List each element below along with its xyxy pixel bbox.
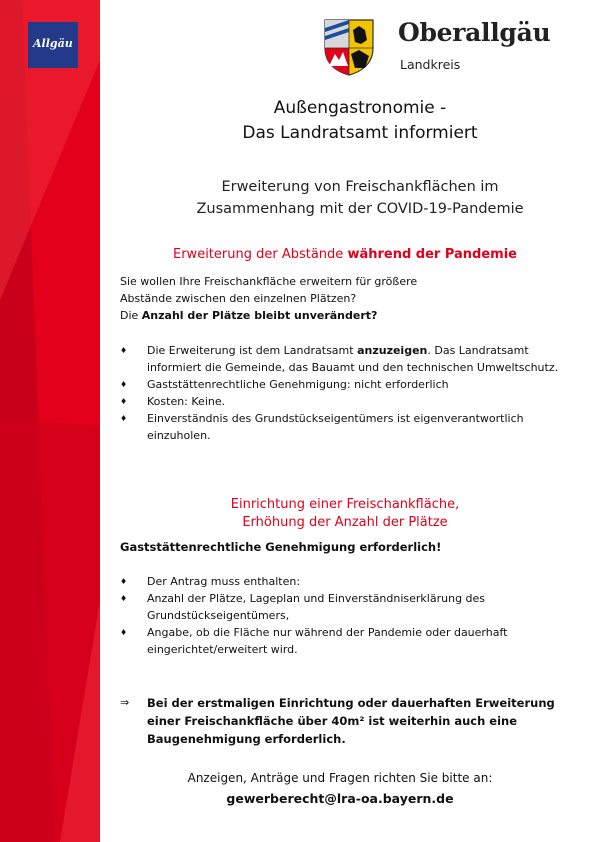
bullet-text: Angabe, ob die Fläche nur während der Pandemie oder dauerhaft eingerichtet/erweitert wird. [147,626,508,656]
list-item [120,410,560,444]
section1-heading [120,247,570,262]
allgaeu-logo [28,22,78,68]
section1-bullet-list [120,342,560,444]
list-item [120,376,560,393]
bullet-diamond-icon: ♦ [120,397,128,406]
bullet-text: Anzahl der Plätze, Lageplan und Einverständniserklärung des Grundstückseigentümers, [147,592,486,622]
page-subtitle-line2: Zusammenhang mit der COVID-19-Pandemie [196,201,524,217]
bullet-diamond-icon: ♦ [120,346,128,355]
list-item [120,590,560,624]
contact-email[interactable]: gewerberecht@lra-oa.bayern.de [226,791,454,806]
section1-question-prefix: Die [120,309,142,322]
list-item [120,624,560,658]
bullet-diamond-icon: ♦ [120,594,128,603]
section1-intro [120,273,560,324]
bullet-text: Kosten: Keine. [147,395,226,408]
bullet-diamond-icon: ♦ [120,380,128,389]
building-permit-note [120,694,560,748]
section2-statement: Gaststättenrechtliche Genehmigung erforderlich! [120,540,442,554]
bullet-text: Der Antrag muss enthalten: [147,575,301,588]
section1-heading-bold: während der Pandemie [347,247,517,262]
list-item [120,573,560,590]
page-subtitle-line1: Erweiterung von Freischankflächen im [221,179,499,195]
section2-heading-line1: Einrichtung einer Freischankfläche, [230,497,460,512]
brand-title: Oberallgäu [398,18,551,47]
section1-question-bold: Anzahl der Plätze bleibt unverändert? [141,309,378,322]
coat-of-arms-icon [323,18,375,76]
page-title [150,96,570,146]
arrow-right-icon: ⇒ [120,696,130,709]
section1-question [120,307,560,324]
bullet-text: Einverständnis des Grundstückseigentümers ist eigenverantwortlich einzuholen. [147,412,524,442]
bullet-text-post: . Das Landratsamt informiert die Gemeinde, das Bauamt und den technischen Umweltschutz. [147,344,559,374]
bullet-text: Gaststättenrechtliche Genehmigung: nicht erforderlich [147,378,449,391]
list-item [120,342,560,376]
decorative-red-band [0,0,100,842]
bullet-diamond-icon: ♦ [120,628,128,637]
list-item [120,393,560,410]
contact-line: Anzeigen, Anträge und Fragen richten Sie bitte an: [187,771,493,785]
bullet-diamond-icon: ♦ [120,577,128,586]
section1-heading-normal: Erweiterung der Abstände [173,247,348,262]
bullet-text: Die Erweiterung ist dem Landratsamt [147,344,358,357]
page-title-line2: Das Landratsamt informiert [242,123,478,143]
bullet-diamond-icon: ♦ [120,414,128,423]
section2-heading-line2: Erhöhung der Anzahl der Plätze [242,515,448,530]
brand-subtitle: Landkreis [400,57,461,72]
page-title-line1: Außengastronomie - [273,98,447,118]
building-permit-note-text: Bei der erstmaligen Einrichtung oder dauerhaften Erweiterung einer Freischankfläche über 40m² ist weiterhin auch eine Baugenehmigung erforderlich. [147,696,555,746]
section2-heading [120,496,570,532]
allgaeu-logo-text: Allgäu [33,37,73,50]
bullet-text-bold: anzuzeigen [357,344,428,357]
page-subtitle [150,176,570,220]
section1-intro-line2: Abstände zwischen den einzelnen Plätzen? [120,292,357,305]
section2-bullet-list [120,573,560,658]
section1-intro-line1: Sie wollen Ihre Freischankfläche erweitern für größere [120,275,418,288]
